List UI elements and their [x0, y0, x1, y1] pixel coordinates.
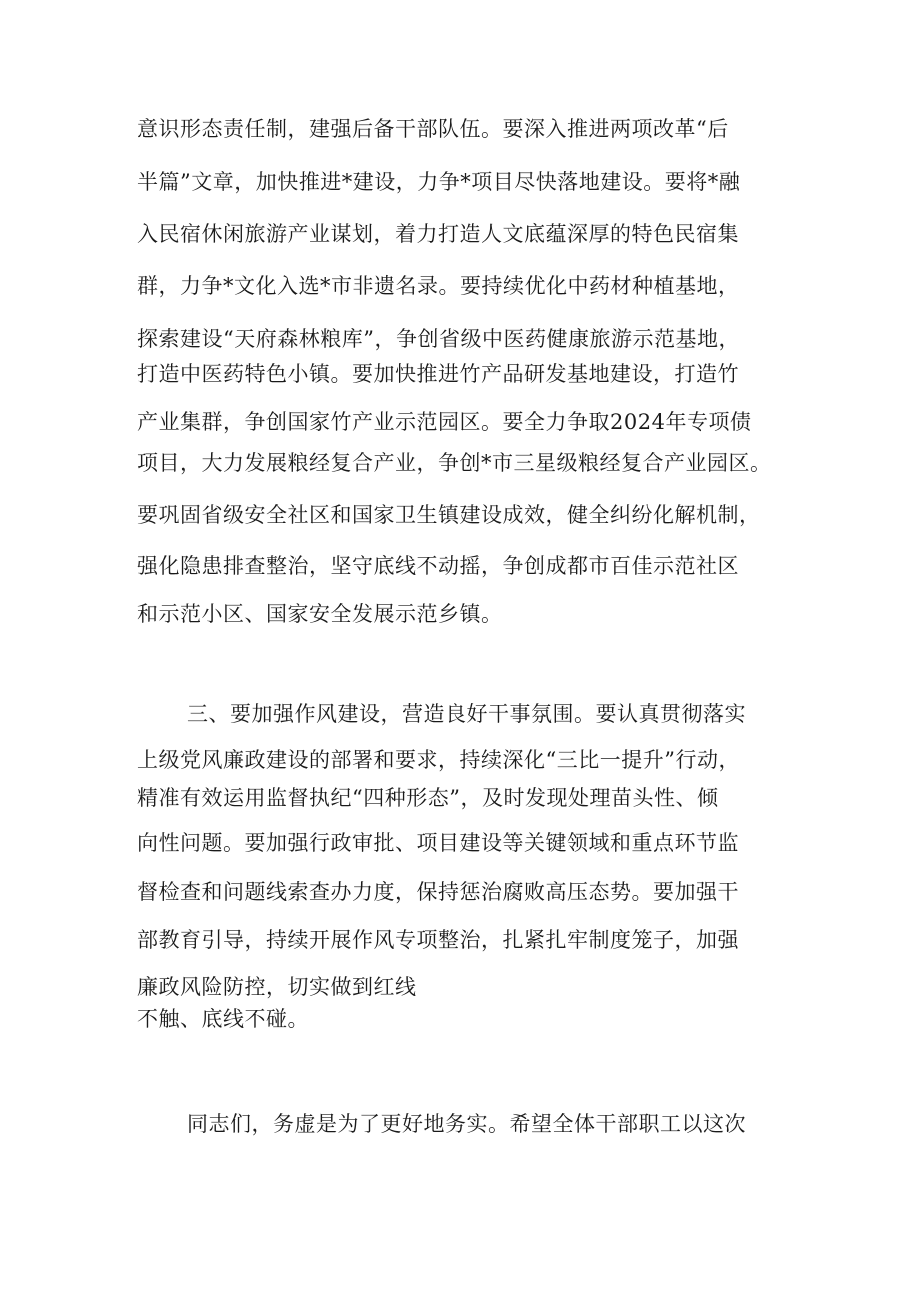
text-line: 督检查和问题线索查办力度，保持惩治腐败高压态势。要加强干 — [137, 880, 739, 904]
text-line: 强化隐患排查整治，坚守底线不动摇，争创成都市百佳示范社区 — [137, 554, 739, 578]
text-line: 同志们，务虚是为了更好地务实。希望全体干部职工以这次 — [187, 1112, 746, 1136]
text-line: 不触、底线不碰。 — [137, 1007, 309, 1031]
text-line: 向性问题。要加强行政审批、项目建设等关键领域和重点环节监 — [137, 831, 739, 855]
text-line: 探索建设“天府森林粮库”，争创省级中医药健康旅游示范基地， — [137, 327, 740, 351]
text-line: 上级党风廉政建设的部署和要求，持续深化“三比一提升”行动， — [137, 748, 740, 772]
text-line: 和示范小区、国家安全发展示范乡镇。 — [137, 602, 503, 626]
text-line: 廉政风险防控，切实做到红线 — [137, 975, 417, 999]
text-line: 项目，大力发展粮经复合产业，争创*市三星级粮经复合产业园区。 — [137, 451, 772, 475]
text-line: 精准有效运用监督执纪“四种形态”，及时发现处理苗头性、倾 — [137, 786, 719, 810]
text-line: 打造中医药特色小镇。要加快推进竹产品研发基地建设，打造竹 — [137, 362, 739, 386]
text-line: 部教育引导，持续开展作风专项整治，扎紧扎牢制度笼子，加强 — [137, 928, 739, 952]
text-line: 入民宿休闲旅游产业谋划，着力打造人文底蕴深厚的特色民宿集 — [137, 222, 739, 246]
text-line: 意识形态责任制，建强后备干部队伍。要深入推进两项改革“后 — [137, 117, 729, 141]
text-line: 产业集群，争创国家竹产业示范园区。要全力争取2024年专项债 — [137, 410, 752, 434]
text-line: 要巩固省级安全社区和国家卫生镇建设成效，健全纠纷化解机制， — [137, 503, 761, 527]
text-line: 半篇”文章，加快推进*建设，力争*项目尽快落地建设。要将*融 — [137, 170, 741, 194]
text-line: 三、要加强作风建设，营造良好干事氛围。要认真贯彻落实 — [187, 702, 746, 726]
text-line: 群，力争*文化入选*市非遗名录。要持续优化中药材种植基地， — [137, 274, 740, 298]
